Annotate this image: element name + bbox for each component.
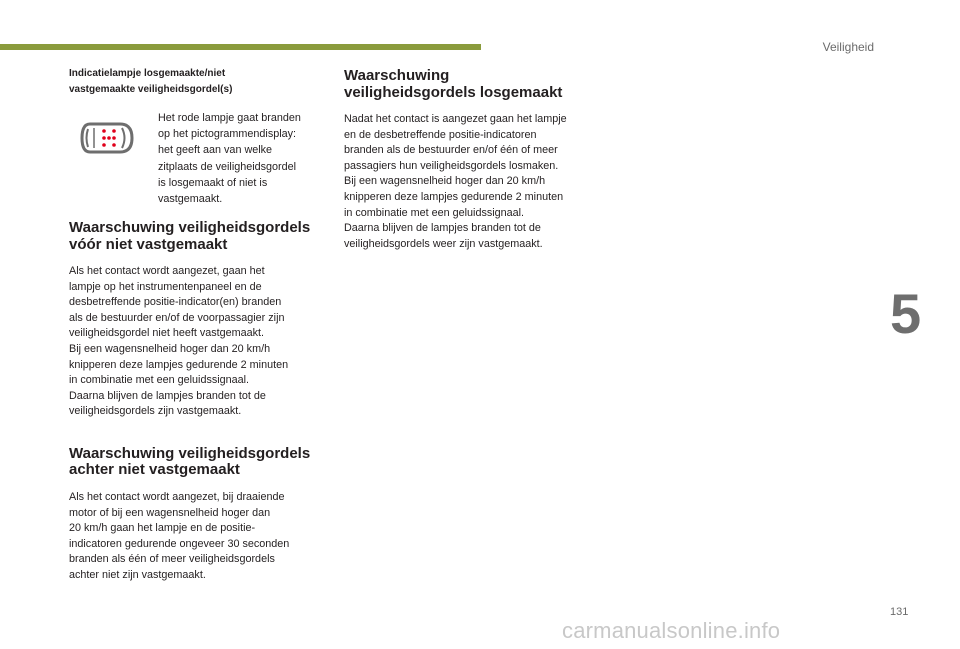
section-title: Veiligheid: [822, 40, 874, 54]
front-belts-heading: Waarschuwing veiligheidsgordels vóór niet vastgemaakt: [69, 219, 311, 253]
front-belts-section: [69, 220, 331, 420]
right-column: [344, 68, 606, 252]
page-number: 131: [890, 606, 909, 618]
seatbelt-warning-car-icon: [80, 120, 134, 156]
indicator-title: Indicatielampje losgemaakte/niet vastgemaakte veiligheidsgordel(s): [69, 68, 233, 95]
indicator-description: Het rode lampje gaat branden op het pictogrammendisplay: het geeft aan van welke zitplaats de veiligheidsgordel is losgemaakt of niet is vastgemaakt.: [158, 112, 301, 206]
rear-belts-text: Als het contact wordt aangezet, bij draaiende motor of bij een wagensnelheid hoger dan 20 km/h gaan het lampje en de positie- indicatoren gedurende ongeveer 30 seconden branden als één of meer veiligheidsgordels achter niet zijn vastgemaakt.: [69, 490, 290, 581]
front-belts-text: Als het contact wordt aangezet, gaan het lampje op het instrumentenpaneel en de desbetreffende positie-indicator(en) branden als de bestuurder en/of de voorpassagier zijn veiligheidsgordel niet heeft vastgemaakt. Bij een wagensnelheid hoger dan 20 km/h knipperen deze lampjes gedurende 2 minuten in combinatie met een geluidssignaal. Daarna blijven de lampjes branden tot de veiligheidsgordels zijn vastgemaakt.: [69, 265, 289, 418]
chapter-number: 5: [890, 282, 922, 345]
accent-bar: [0, 44, 481, 50]
unfastened-text: Nadat het contact is aangezet gaan het lampje en de desbetreffende positie-indicatoren branden als de bestuurder en/of één of meer passagiers hun veiligheidsgordels losmaken. Bij een wagensnelheid hoger dan 20 km/h knipperen deze lampjes gedurende 2 minuten in combinatie met een geluidssignaal. Daarna blijven de lampjes branden tot de veiligheidsgordels weer zijn vastgemaakt.: [344, 113, 567, 250]
watermark: carmanualsonline.info: [562, 618, 781, 643]
unfastened-heading: Waarschuwing veiligheidsgordels losgemaakt: [344, 67, 563, 101]
left-column: [69, 66, 331, 584]
rear-belts-heading: Waarschuwing veiligheidsgordels achter niet vastgemaakt: [69, 444, 311, 479]
rear-belts-section: [69, 446, 331, 584]
indicator-block: [69, 110, 331, 214]
